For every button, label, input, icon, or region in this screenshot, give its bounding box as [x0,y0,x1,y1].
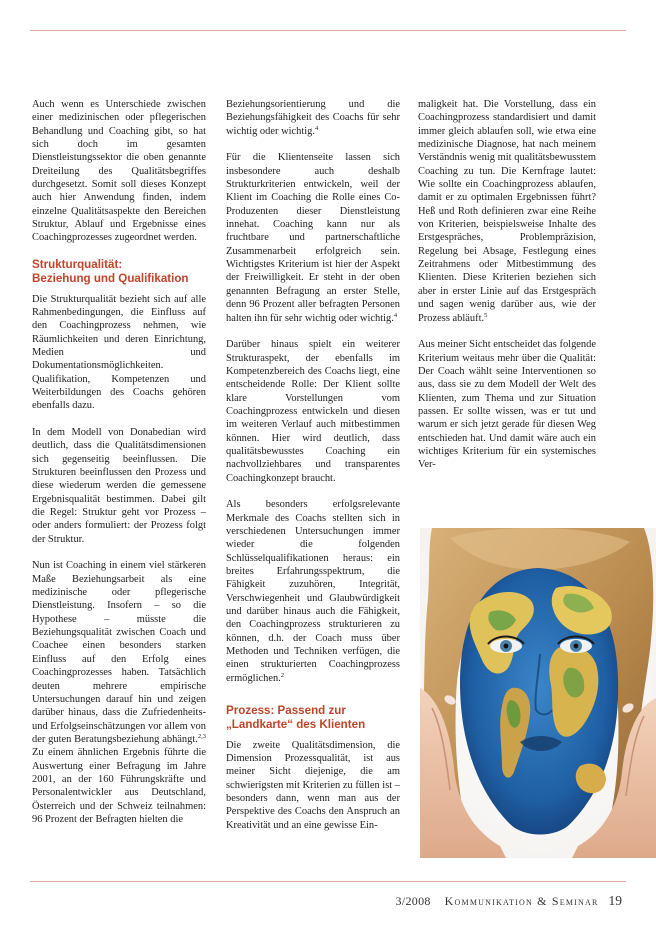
section-heading-structure [32,258,206,286]
section-heading-process-line2: „Landkarte“ des Klienten [226,718,366,732]
footnote-ref: 5 [484,311,488,319]
col2-paragraph-1-text: Beziehungsorientierung und die Beziehungsfähigkeit des Coachs für sehr wichtig oder wichtig. [226,99,400,137]
col2-paragraph-4 [226,498,400,685]
col2-paragraph-2-text: Für die Klientenseite lassen sich insbesondere auch deshalb Strukturkriterien entwickeln, weil der Klient im Coaching die Rolle eines Co-Produzenten dieser Dienstleistung innehat. Coaching kann nur als fruchtbare und partnerschaftliche Zusammenarbeit erfolgreich sein. Wichtigstes Kriterium ist hier der Aspekt der Freiwilligkeit. Er steht in der oben genannten Befragung an erster Stelle, denn 96 Prozent aller befragten Personen halten ihn für sehr wichtig oder wichtig. [226,152,400,324]
col2-paragraph-4-text: Als besonders erfolgsrelevante Merkmale des Coachs stellten sich in verschiedenen Untersuchungen immer wieder die folgenden Schlüsselqualifikationen heraus: ein breites Erfahrungsspektrum, die Fähigkeit zuzuhören, Integrität, Verschwiegenheit und Glaubwürdigkeit und darüber hinaus auch die Fähigkeit, den Coachingprozess strukturieren zu können, d.h. der Coach muss über Methoden und Techniken verfügen, die einen strukturierten Coachingprozess ermöglichen. [226,499,400,684]
col1-paragraph-2: Die Strukturqualität bezieht sich auf alle Rahmenbedingungen, die Einfluss auf den Coachingprozess nehmen, wie Räumlichkeiten und deren Einrichtung, Medien und Dokumentationsmöglichkeiten. Qualifikation, Kompetenzen und Weiterbildungen des Coachs gehören ebenfalls dazu. [32,293,206,412]
issue-number: 3/2008 [395,894,431,908]
face-world-map-photo [420,528,656,858]
magazine-title: Kommunikation & Seminar [444,894,599,908]
col1-paragraph-1: Auch wenn es Unterschiede zwischen einer medizinischen oder pflegerischen Behandlung und Coaching gibt, so hat sich doch im gesamten Dienstleistungssektor die oben genannte Dreiteilung des Qualitätsbegriffes durchgesetzt. Somit soll dieses Konzept auch hier Anwendung finden, indem einzelne Qualitätsaspekte den Bereichen Struktur, Ablauf und Ergebnisse eines Coachingprozesses zugeordnet werden. [32,99,206,244]
footnote-ref: 4 [393,311,398,319]
top-rule [30,30,626,31]
col1-paragraph-4-text: Nun ist Coaching in einem viel stärkeren Maße Beziehungsarbeit als eine medizinische oder pflegerische Dienstleistung. Insofern – so die Hypothese – müsste die Beziehungsqualität zwischen Coach und Coachee einen besonders starken Einfluss auf den Erfolg eines Coachingprozesses haben. Tatsächlich deuten mehrere empirische Untersuchungen darauf hin und zeigen darüber hinaus, dass die Zufriedenheits- und Erfolgseinschätzungen vor allem von der guten Beratungsbeziehung abhängt. [32,560,206,745]
col1-paragraph-4-text-cont: Zu einem ähnlichen Ergebnis führte die Auswertung einer Befragung im Jahre 2001, an der 160 Führungskräfte und Personalentwickler aus Deutschland, Österreich und der Schweiz teilnahmen: 96 Prozent der Befragten hielten die [32,747,206,825]
column-1 [32,98,206,826]
page-footer [396,893,622,909]
section-heading-process-line1: Prozess: Passend zur [226,704,346,718]
col1-paragraph-4 [32,559,206,826]
footnote-ref: 2 [280,671,285,679]
section-heading-structure-line2: Beziehung und Qualifikation [32,272,189,286]
col3-paragraph-2: Aus meiner Sicht entscheidet das folgende Kriterium weitaus mehr über die Qualität: Der Coach wählt seine Interventionen so aus, dass sie zu dem Modell der Welt des Klienten, zum Thema und zur Situation passen. Er sollte wissen, was er tut und warum er sich jetzt gerade für diesen Weg entschieden hat. Und damit wäre auch ein wichtiges Kriterium für ein systemisches Ver- [418,339,596,471]
col2-paragraph-5: Die zweite Qualitätsdimension, die Dimension Prozessqualität, ist aus meiner Sicht diejenige, die am schwierigsten mit Kriterien zu füllen ist – besonders dann, wenn man aus der Perspektive des Coachs den Anspruch an Kreativität und an eine gewisse Ein- [226,739,400,831]
page-number: 19 [608,893,622,908]
col2-paragraph-2 [226,151,400,324]
column-2 [226,98,400,832]
section-heading-structure-line1: Strukturqualität: [32,258,123,272]
footnote-ref: 4 [315,124,319,132]
col2-paragraph-3: Darüber hinaus spielt ein weiterer Strukturaspekt, der ebenfalls im Kompetenzbereich des Coachs liegt, eine entscheidende Rolle: Der Klient sollte klare Vorstellungen vom Coachingprozess entwickeln und diesen im weiteren Verlauf auch mitbestimmen können. Hier wird deutlich, dass qualitätsbewusstes Coaching ein nachvollziehbares und transparentes Coachingkonzept braucht. [226,339,400,484]
section-heading-process [226,704,400,732]
column-3 [418,98,596,472]
col3-paragraph-1-text: maligkeit hat. Die Vorstellung, dass ein Coachingprozess standardisiert und damit immer gleich ablaufen soll, wie etwa eine medizinische Diagnose, hat nach meinem Verständnis wenig mit qualitätsbewusstem Coaching zu tun. Die Kernfrage lautet: Wie sollte ein Coachingprozess ablaufen, damit er zu optimalen Ergebnissen führt? Heß und Roth definieren zwar eine Reihe von Kriterien, beispielsweise Inhalte des Erstgespräches, Problempräzision, Regelung bei Absage, Festlegung eines Zeitrahmens oder Mitbestimmung des Klienten. Diese Kriterien beziehen sich aber in erster Linie auf das Erstgespräch und sagen wenig darüber aus, wie der Prozess abläuft. [418,99,596,324]
footnote-ref: 2,3 [197,732,206,740]
col3-paragraph-1 [418,98,596,325]
bottom-rule [30,881,626,882]
col1-paragraph-3: In dem Modell von Donabedian wird deutlich, dass die Qualitätsdimensionen sich gegenseitig beeinflussen. Die Strukturen beeinflussen den Prozess und diese wiederum werden die gemessene Ergebnisqualität bestimmen. Dabei gilt die Regel: Struktur geht vor Prozess – oder anders formuliert: der Prozess folgt der Struktur. [32,426,206,545]
col2-paragraph-1 [226,98,400,138]
